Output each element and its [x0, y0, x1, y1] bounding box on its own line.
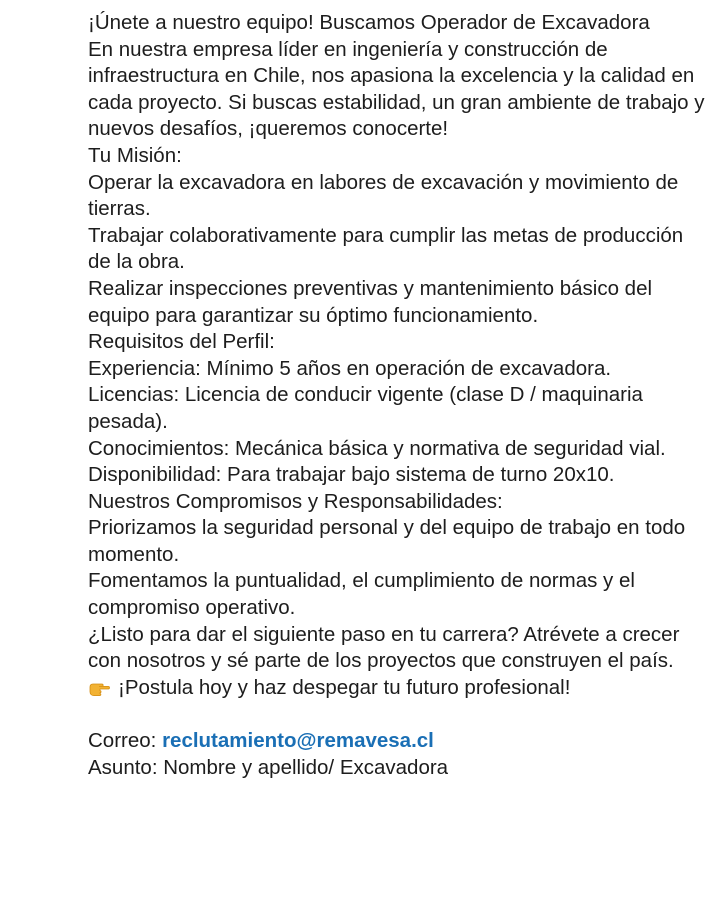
mission-heading: Tu Misión:: [88, 143, 182, 167]
requirement-item: Disponibilidad: Para trabajar bajo sistema de turno 20x10.: [88, 463, 615, 487]
job-post: [88, 10, 708, 781]
commitment-item: Priorizamos la seguridad personal y del equipo de trabajo en todo momento.: [88, 516, 686, 566]
closing-text: ¿Listo para dar el siguiente paso en tu carrera? Atrévete a crecer con nosotros y sé parte de los proyectos que construyen el país.: [88, 622, 680, 673]
pointing-hand-icon: [88, 675, 112, 702]
email-line: [88, 728, 708, 755]
requirements-heading: Requisitos del Perfil:: [88, 330, 275, 354]
post-intro: En nuestra empresa líder en ingeniería y construcción de infraestructura en Chile, nos apasiona la excelencia y la calidad en cada proyecto. Si buscas estabilidad, un gran ambiente de trabajo y nuevos desafíos, ¡queremos conocerte!: [88, 37, 705, 141]
post-headline: ¡Únete a nuestro equipo! Buscamos Operador de Excavadora: [88, 11, 650, 34]
commitments-heading: Nuestros Compromisos y Responsabilidades:: [88, 489, 503, 513]
blank-line: [88, 701, 708, 728]
requirement-item: Conocimientos: Mecánica básica y normativa de seguridad vial.: [88, 436, 666, 460]
call-to-action: [88, 675, 708, 702]
email-link[interactable]: reclutamiento@remavesa.cl: [162, 729, 434, 753]
email-label: Correo:: [88, 729, 163, 753]
mission-item: Trabajar colaborativamente para cumplir las metas de producción de la obra.: [88, 223, 684, 274]
commitment-item: Fomentamos la puntualidad, el cumplimiento de normas y el compromiso operativo.: [88, 569, 635, 620]
cta-text: ¡Postula hoy y haz despegar tu futuro profesional!: [118, 675, 571, 699]
requirement-item: Experiencia: Mínimo 5 años en operación de excavadora.: [88, 356, 612, 380]
mission-item: Realizar inspecciones preventivas y mantenimiento básico del equipo para garantizar su óptimo funcionamiento.: [88, 276, 653, 327]
subject-line: Asunto: Nombre y apellido/ Excavadora: [88, 755, 449, 779]
requirement-item: Licencias: Licencia de conducir vigente (clase D / maquinaria pesada).: [88, 383, 643, 433]
mission-item: Operar la excavadora en labores de excavación y movimiento de tierras.: [88, 170, 679, 221]
